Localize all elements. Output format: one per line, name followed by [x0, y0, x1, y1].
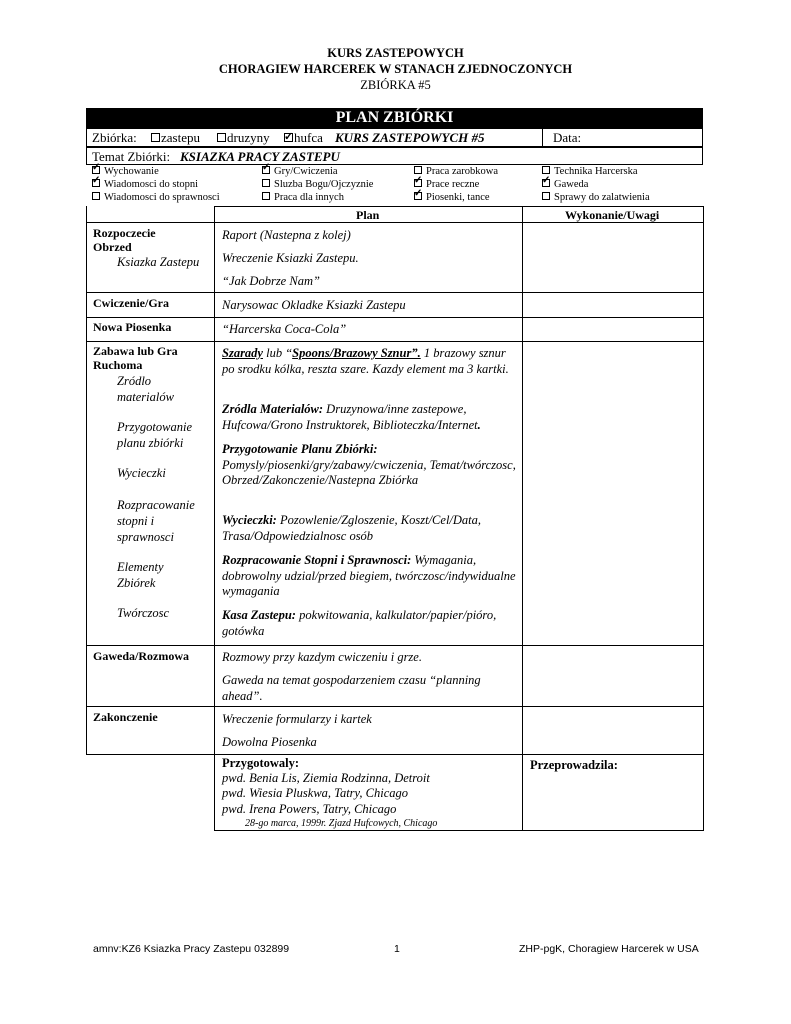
section-label-ruchoma: Ruchoma: [93, 358, 143, 372]
sub-label: Elementy Zbiórek: [117, 560, 164, 590]
plan-paragraph: Zródla Materialów: Druzynowa/inne zastepowe, Hufcowa/Grono Instruktorek, Biblioteczka/Internet.: [222, 402, 481, 432]
option-hufca[interactable]: ✓ hufca: [284, 129, 323, 146]
category-item[interactable]: Technika Harcerska: [542, 166, 638, 178]
category-item[interactable]: ✓Gry/Cwiczenia: [262, 166, 338, 178]
section-label-cwiczenie: Cwiczenie/Gra: [93, 296, 169, 310]
plan-line: Dowolna Piosenka: [222, 735, 317, 749]
plan-paragraph: Wycieczki: Pozowlenie/Zgloszenie, Koszt/Cel/Data, Trasa/Odpowiedzialnosc osób: [222, 513, 482, 543]
option-zastepu[interactable]: zastepu: [151, 129, 200, 146]
category-item[interactable]: ✓Wiadomosci do stopni: [92, 179, 198, 191]
plan-line: “Harcerska Coca-Cola”: [222, 322, 347, 336]
section-label-zakonczenie: Zakonczenie: [93, 710, 158, 724]
zbiorka-label: Zbiórka:: [92, 130, 137, 145]
checkbox-zastepu[interactable]: [151, 133, 160, 142]
plan-line: Rozmowy przy kazdym cwiczeniu i grze.: [222, 650, 422, 664]
header-line-1: KURS ZASTEPOWYCH: [327, 46, 464, 60]
category-item[interactable]: ✓Prace reczne: [414, 179, 479, 191]
plan-line: Gaweda na temat gospodarzeniem czasu “planning ahead”.: [222, 673, 481, 703]
category-item[interactable]: ✓Wychowanie: [92, 166, 159, 178]
plan-paragraph: Rozpracowanie Stopni i Sprawnosci: Wymagania, dobrowolny udzial/przed biegiem, twórczosc/indywidualne wymagania: [222, 553, 516, 598]
temat-row: [86, 147, 703, 165]
option-druzyny[interactable]: druzyny: [217, 129, 270, 146]
footer-left: amnv:KZ6 Ksiazka Pracy Zastepu 032899: [93, 943, 290, 955]
temat-value: KSIAZKA PRACY ZASTEPU: [180, 149, 340, 164]
footer-right: ZHP-pgK, Choragiew Harcerek w USA: [519, 943, 699, 955]
checkbox-druzyny[interactable]: [217, 133, 226, 142]
section-label-zabawa: Zabawa lub Gra: [93, 344, 178, 358]
sub-label: Przygotowanie planu zbiórki: [117, 420, 192, 450]
category-item[interactable]: Wiadomosci do sprawnosci: [92, 192, 220, 204]
sub-label: Rozpracowanie stopni i sprawnosci: [117, 498, 195, 544]
category-item[interactable]: Sprawy do zalatwienia: [542, 192, 650, 204]
date-line: 28-go marca, 1999r. Zjazd Hufcowych, Chicago: [245, 818, 438, 829]
plan-paragraph: Szarady lub “Spoons/Brazowy Sznur”. 1 brazowy sznur po srodku kólka, reszta szare. Kazdy element ma 3 kartki.: [222, 346, 509, 376]
data-label: Data:: [553, 130, 582, 145]
category-item[interactable]: ✓Gaweda: [542, 179, 588, 191]
plan-line: Narysowac Okladke Ksiazki Zastepu: [222, 298, 406, 312]
column-uwagi: Wykonanie/Uwagi: [565, 208, 660, 222]
plan-line: Raport (Nastepna z kolej): [222, 228, 351, 242]
page-number: 1: [394, 943, 400, 955]
przeprowadzila-label: Przeprowadzila:: [530, 758, 618, 772]
category-item[interactable]: Sluzba Bogu/Ojczyznie: [262, 179, 373, 191]
kurs-label: KURS ZASTEPOWYCH #5: [335, 130, 485, 145]
sub-label: Twórczosc: [117, 606, 170, 620]
sub-label: Wycieczki: [117, 466, 166, 480]
sub-label: Ksiazka Zastepu: [117, 255, 200, 269]
przygotowaly-label: Przygotowaly:: [222, 756, 300, 770]
temat-label: Temat Zbiórki:: [92, 149, 171, 164]
plan-paragraph: Przygotowanie Planu Zbiórki: Pomysly/piosenki/gry/zabawy/cwiczenia, Temat/twórczosc, Obrzed/Zakonczenie/Nastepna Zbiórka: [222, 442, 516, 487]
column-plan: Plan: [356, 208, 380, 222]
sub-label: Zródlo materialów: [117, 374, 174, 404]
section-label-obrzed: Obrzed: [93, 240, 132, 254]
checkbox-hufca[interactable]: [284, 133, 293, 142]
author-line: pwd. Irena Powers, Tatry, Chicago: [222, 802, 397, 816]
author-line: pwd. Benia Lis, Ziemia Rodzinna, Detroit: [222, 771, 430, 785]
author-line: pwd. Wiesia Pluskwa, Tatry, Chicago: [222, 786, 409, 800]
category-item[interactable]: Praca zarobkowa: [414, 166, 498, 178]
category-item[interactable]: Praca dla innych: [262, 192, 344, 204]
section-label-gaweda: Gaweda/Rozmowa: [93, 649, 189, 663]
header-line-2: CHORAGIEW HARCEREK W STANACH ZJEDNOCZONYCH: [218, 62, 573, 76]
section-label-piosenka: Nowa Piosenka: [93, 320, 172, 334]
header-line-3: ZBIÓRKA #5: [360, 78, 431, 92]
section-label-rozpoczecie: Rozpoczecie: [93, 226, 156, 240]
category-item[interactable]: ✓Piosenki, tance: [414, 192, 490, 204]
zbiorka-row: [86, 128, 703, 147]
page-title: PLAN ZBIÓRKI: [86, 108, 703, 128]
plan-line: “Jak Dobrze Nam”: [222, 274, 320, 288]
plan-line: Wreczenie formularzy i kartek: [222, 712, 372, 726]
plan-line: Wreczenie Ksiazki Zastepu.: [222, 251, 359, 265]
plan-paragraph: Kasa Zastepu: pokwitowania, kalkulator/papier/pióro, gotówka: [222, 608, 497, 638]
